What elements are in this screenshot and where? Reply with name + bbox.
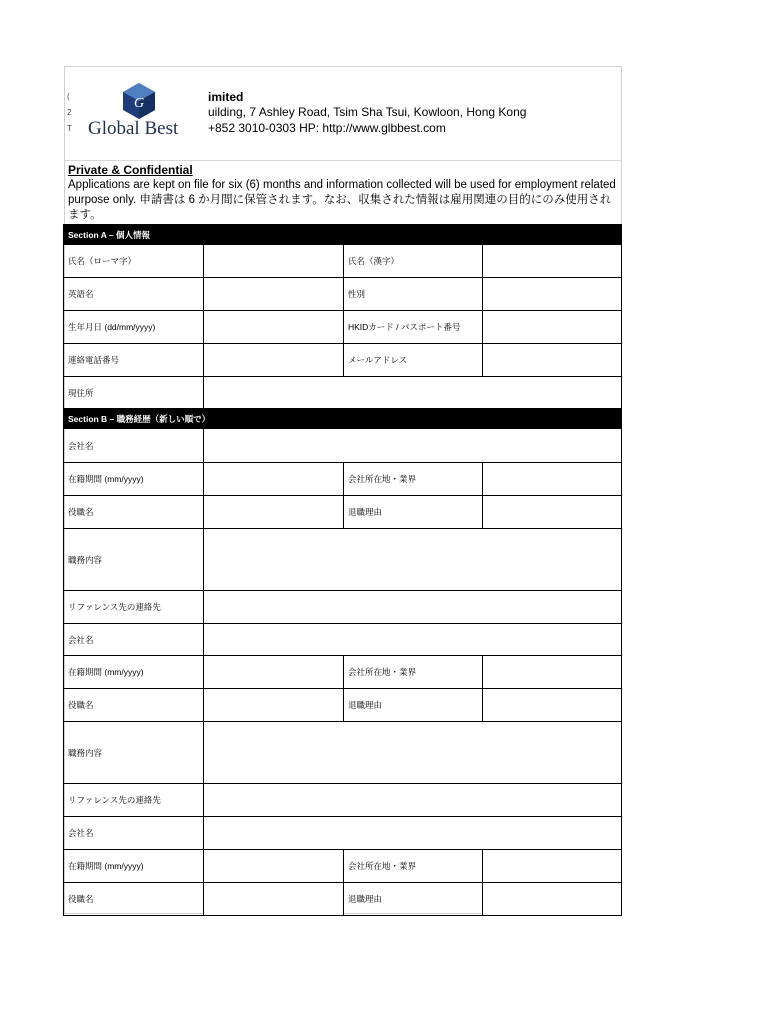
company-name: imited <box>208 90 244 104</box>
svg-text:G: G <box>133 96 145 111</box>
field-label: 職務内容 <box>64 529 204 591</box>
header-divider <box>64 160 622 161</box>
field-label: 退職理由 <box>344 689 483 722</box>
field-label: 氏名（漢字） <box>344 245 483 278</box>
field-label: 在籍期間 (mm/yyyy) <box>64 463 204 496</box>
id-passport-field[interactable] <box>483 311 622 344</box>
clipped-header-fragment: T <box>67 124 72 133</box>
confidential-notice: Applications are kept on file for six (6) months and information collected will be used for employment related purpose only. 申請書は 6 か月間に保管されます。なお、収集された情報は雇用関連の目的にのみ使用されます。 <box>68 179 616 221</box>
company-name-field[interactable] <box>204 817 622 850</box>
field-label: 氏名（ローマ字） <box>64 245 204 278</box>
field-label: 役職名 <box>64 883 204 916</box>
company-name-field[interactable] <box>204 624 622 656</box>
position-field[interactable] <box>204 689 344 722</box>
company-address: uilding, 7 Ashley Road, Tsim Sha Tsui, Kowloon, Hong Kong <box>208 105 527 119</box>
position-field[interactable] <box>204 883 344 916</box>
employment-period-field[interactable] <box>204 463 344 496</box>
section-a-header: Section A – 個人情報 <box>64 225 622 245</box>
section-b-header: Section B – 職務経歴（新しい順で） <box>64 409 622 429</box>
field-label: 役職名 <box>64 689 204 722</box>
leaving-reason-field[interactable] <box>483 496 622 529</box>
field-label: 性別 <box>344 278 483 311</box>
field-label: 会社所在地・業界 <box>344 463 483 496</box>
phone-field[interactable] <box>204 344 344 377</box>
position-field[interactable] <box>204 496 344 529</box>
field-label: リファレンス先の連絡先 <box>64 591 204 624</box>
field-label: 在籍期間 (mm/yyyy) <box>64 656 204 689</box>
reference-contact-field[interactable] <box>204 591 622 624</box>
logo-wordmark: Global Best <box>88 118 179 139</box>
confidential-title: Private & Confidential <box>68 163 193 177</box>
field-label: 在籍期間 (mm/yyyy) <box>64 850 204 883</box>
birth-date-field[interactable] <box>204 311 344 344</box>
field-label: 生年月日 (dd/mm/yyyy) <box>64 311 204 344</box>
field-label: 退職理由 <box>344 496 483 529</box>
cube-logo-icon <box>120 82 158 120</box>
company-location-field[interactable] <box>483 850 622 883</box>
field-label: 職務内容 <box>64 722 204 784</box>
company-name-field[interactable] <box>204 429 622 463</box>
email-field[interactable] <box>483 344 622 377</box>
field-label: 会社所在地・業界 <box>344 850 483 883</box>
company-location-field[interactable] <box>483 656 622 689</box>
job-duties-field[interactable] <box>204 529 622 591</box>
leaving-reason-field[interactable] <box>483 689 622 722</box>
address-field[interactable] <box>204 377 622 409</box>
company-location-field[interactable] <box>483 463 622 496</box>
field-label: 会社所在地・業界 <box>344 656 483 689</box>
kanji-name-field[interactable] <box>483 245 622 278</box>
romanized-name-field[interactable] <box>204 245 344 278</box>
application-form-table <box>63 224 622 916</box>
field-label: HKIDカード / パスポート番号 <box>344 311 483 344</box>
field-label: 連絡電話番号 <box>64 344 204 377</box>
job-duties-field[interactable] <box>204 722 622 784</box>
clipped-header-fragment: ( <box>67 92 70 101</box>
field-label: 会社名 <box>64 429 204 463</box>
reference-contact-field[interactable] <box>204 784 622 817</box>
gender-field[interactable] <box>483 278 622 311</box>
field-label: 現住所 <box>64 377 204 409</box>
leaving-reason-field[interactable] <box>483 883 622 916</box>
company-logo <box>72 78 204 148</box>
employment-period-field[interactable] <box>204 656 344 689</box>
employment-period-field[interactable] <box>204 850 344 883</box>
english-name-field[interactable] <box>204 278 344 311</box>
field-label: リファレンス先の連絡先 <box>64 784 204 817</box>
field-label: 役職名 <box>64 496 204 529</box>
field-label: メールアドレス <box>344 344 483 377</box>
field-label: 会社名 <box>64 817 204 850</box>
field-label: 会社名 <box>64 624 204 656</box>
company-contact: +852 3010-0303 HP: http://www.glbbest.com <box>208 121 446 135</box>
field-label: 英語名 <box>64 278 204 311</box>
clipped-header-fragment: 2 <box>67 108 72 117</box>
field-label: 退職理由 <box>344 883 483 916</box>
